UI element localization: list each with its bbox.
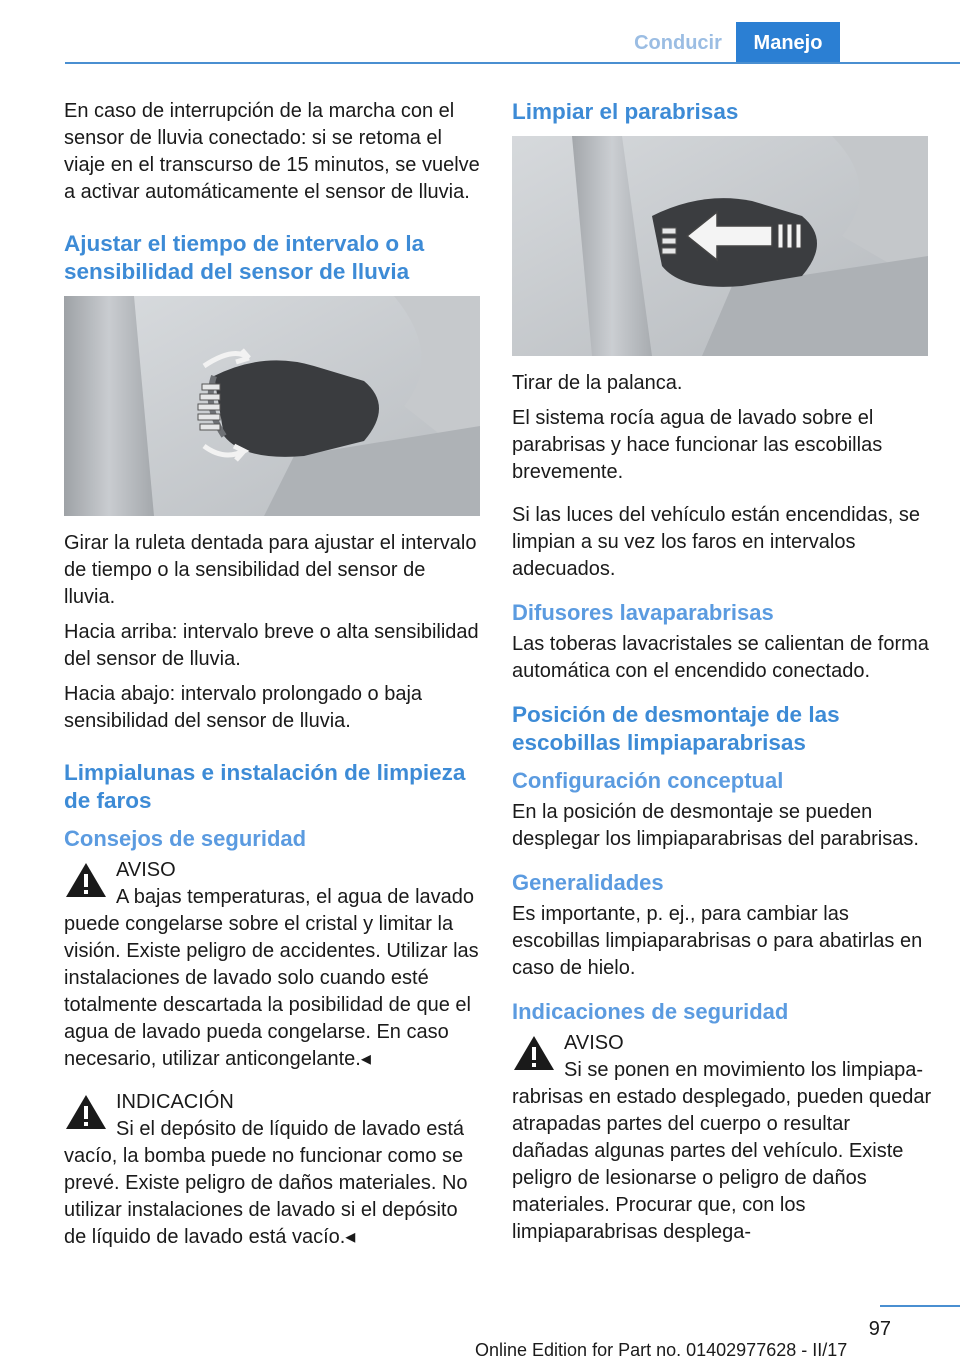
edition-footer: Online Edition for Part no. 01402977628 - II/17: [475, 1340, 848, 1360]
warning-block-3: [512, 1030, 932, 1084]
heading-clean-windshield: Limpiar el parabrisas: [512, 99, 739, 124]
warning-text-first-line: A bajas temperaturas, el agua de lavado: [116, 886, 475, 908]
paragraph-general: Es importante, p. ej., para cambiar las escobillas limpiaparabrisas o para abatirlas en caso de hielo.: [512, 903, 923, 979]
left-column: [64, 98, 482, 1259]
warning-block-2: [64, 1089, 482, 1143]
paragraph-nozzles: Las toberas lavacristales se calientan de forma automática con el encendido conectado.: [512, 633, 929, 682]
paragraph-concept: En la posición de desmontaje se pueden desplegar los limpiaparabrisas del parabrisas.: [512, 801, 919, 850]
paragraph-headlights: Si las luces del vehículo están encendidas, se limpian a su vez los faros en intervalos adecuados.: [512, 504, 921, 580]
heading-general: Generalidades: [512, 870, 664, 895]
photo-interval-wheel: [64, 296, 480, 516]
warning-triangle-icon: [64, 861, 108, 899]
warning-text-first-line: Si el depósito de líquido de lavado está: [116, 1118, 465, 1140]
heading-service-position: Posición de desmontaje de las escobillas limpiaparabrisas: [512, 702, 840, 755]
header-rule: [65, 62, 960, 64]
paragraph-spray: El sistema rocía agua de lavado sobre el parabrisas y hace funcionar las escobillas brevemente.: [512, 407, 883, 483]
heading-nozzles: Difusores lavaparabrisas: [512, 600, 774, 625]
warning-label-aviso: AVISO: [116, 859, 176, 881]
intro-paragraph: En caso de interrupción de la marcha con el sensor de lluvia conectado: si se retoma el viaje en el transcurso de 15 minutos, se vuelve a activar automáticamente el sensor de lluvia.: [64, 100, 480, 203]
paragraph-pull-lever: Tirar de la palanca.: [512, 372, 683, 394]
right-column: [512, 98, 932, 1254]
heading-safety-notes: Indicaciones de seguridad: [512, 999, 789, 1024]
warning-label-indicacion: INDICACIÓN: [116, 1091, 234, 1113]
paragraph-up: Hacia arriba: intervalo breve o alta sensibilidad del sensor de lluvia.: [64, 621, 479, 670]
paragraph-down: Hacia abajo: intervalo prolongado o baja sensibilidad del sensor de lluvia.: [64, 683, 423, 732]
warning-text-rest: vacío, la bomba puede no funcionar como se prevé. Existe peligro de daños materiales. No utilizar instalaciones de lavado si el depósito de líquido de lavado está vacío.◂: [64, 1145, 468, 1248]
header-tab-manejo[interactable]: Manejo: [736, 22, 840, 62]
photo-pull-lever: [512, 136, 928, 356]
warning-label-aviso: AVISO: [564, 1032, 624, 1054]
warning-text-rest: puede congelarse sobre el cristal y limitar la visión. Existe peligro de accidentes. Utilizar las instalaciones de lavado solo cuando esté totalmente descartada la posibilidad de que el agua de lavado pueda congelarse. En caso necesario, utilizar anticongelante.◂: [64, 913, 479, 1070]
footer-rule: [880, 1305, 960, 1307]
warning-triangle-icon: [64, 1093, 108, 1131]
warning-block-1: [64, 857, 482, 911]
warning-text-rest: rabrisas en estado desplegado, pueden quedar atrapadas partes del cuerpo o resultar dañadas algunas partes del vehículo. Existe peligro de lesionarse o peligro de daños materiales. Procurar que, con los limpiaparabrisas desplega-: [512, 1086, 932, 1243]
heading-concept: Configuración conceptual: [512, 768, 784, 793]
page-number: 97: [868, 1318, 891, 1340]
heading-washer: Limpialunas e instalación de limpieza de faros: [64, 760, 466, 813]
paragraph-turn-wheel: Girar la ruleta dentada para ajustar el intervalo de tiempo o la sensibilidad del sensor de lluvia.: [64, 532, 477, 608]
heading-safety-tips: Consejos de seguridad: [64, 826, 307, 851]
heading-interval: Ajustar el tiempo de intervalo o la sensibilidad del sensor de lluvia: [64, 231, 425, 284]
header-tab-conducir[interactable]: Conducir: [634, 32, 722, 54]
warning-triangle-icon: [512, 1034, 556, 1072]
warning-text-first-line: Si se ponen en movimiento los limpiapa-: [564, 1059, 924, 1081]
